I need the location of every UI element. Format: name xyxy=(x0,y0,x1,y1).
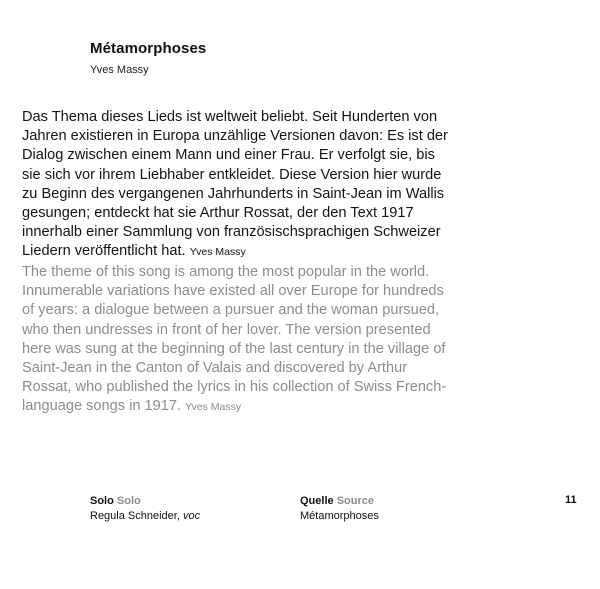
english-paragraph xyxy=(22,263,582,418)
english-credit: Yves Massy xyxy=(185,401,242,414)
german-line-last xyxy=(22,242,582,262)
english-line: Saint-Jean in the Canton of Valais and discovered by Arthur xyxy=(22,360,408,377)
solo-block xyxy=(90,494,200,524)
german-line: innerhalb einer Sammlung von französischsprachigen Schweizer xyxy=(22,224,441,241)
source-label xyxy=(300,494,379,509)
english-line: here was sung at the beginning of the last century in the village of xyxy=(22,340,446,357)
english-line: Innumerable variations have existed all over Europe for hundreds xyxy=(22,283,444,300)
song-title: Métamorphoses xyxy=(90,40,207,57)
german-credit: Yves Massy xyxy=(189,246,246,259)
solo-label xyxy=(90,494,200,509)
german-line: gesungen; entdeckt hat sie Arthur Rossat, der den Text 1917 xyxy=(22,205,414,222)
english-line: The theme of this song is among the most popular in the world. xyxy=(22,264,430,280)
source-value: Métamorphoses xyxy=(300,510,379,522)
source-label-de: Quelle xyxy=(300,495,334,507)
solo-label-en: Solo xyxy=(116,495,141,507)
english-line-last xyxy=(22,397,582,417)
english-line: who then undresses in front of her lover. The version presented xyxy=(22,321,431,338)
page-number: 11 xyxy=(565,494,577,506)
german-line-text: Liedern veröffentlicht hat. xyxy=(22,243,186,260)
performer-name: Regula Schneider, xyxy=(90,510,180,522)
source-label-en: Source xyxy=(336,495,374,507)
english-line-text: language songs in 1917. xyxy=(22,398,182,415)
german-line: Das Thema dieses Lieds ist weltweit beliebt. Seit Hunderten von xyxy=(22,109,438,125)
source-block xyxy=(300,494,379,524)
performer-line xyxy=(90,509,200,524)
german-line: Jahren existieren in Europa unzählige Versionen davon: Es ist der xyxy=(22,128,448,145)
english-line: of years: a dialogue between a pursuer and the woman pursued, xyxy=(22,302,440,319)
german-paragraph xyxy=(22,108,582,263)
english-line: Rossat, who published the lyrics in his collection of Swiss French- xyxy=(22,379,447,396)
solo-label-de: Solo xyxy=(90,495,114,507)
german-line: Dialog zwischen einem Mann und einer Frau. Er verfolgt sie, bis xyxy=(22,147,435,164)
german-line: zu Beginn des vergangenen Jahrhunderts in Saint-Jean im Wallis xyxy=(22,185,445,202)
song-author: Yves Massy xyxy=(90,64,149,76)
german-line: sie sich vor ihrem Liebhaber entkleidet. Diese Version hier wurde xyxy=(22,166,442,183)
performer-instrument: voc xyxy=(182,510,201,522)
